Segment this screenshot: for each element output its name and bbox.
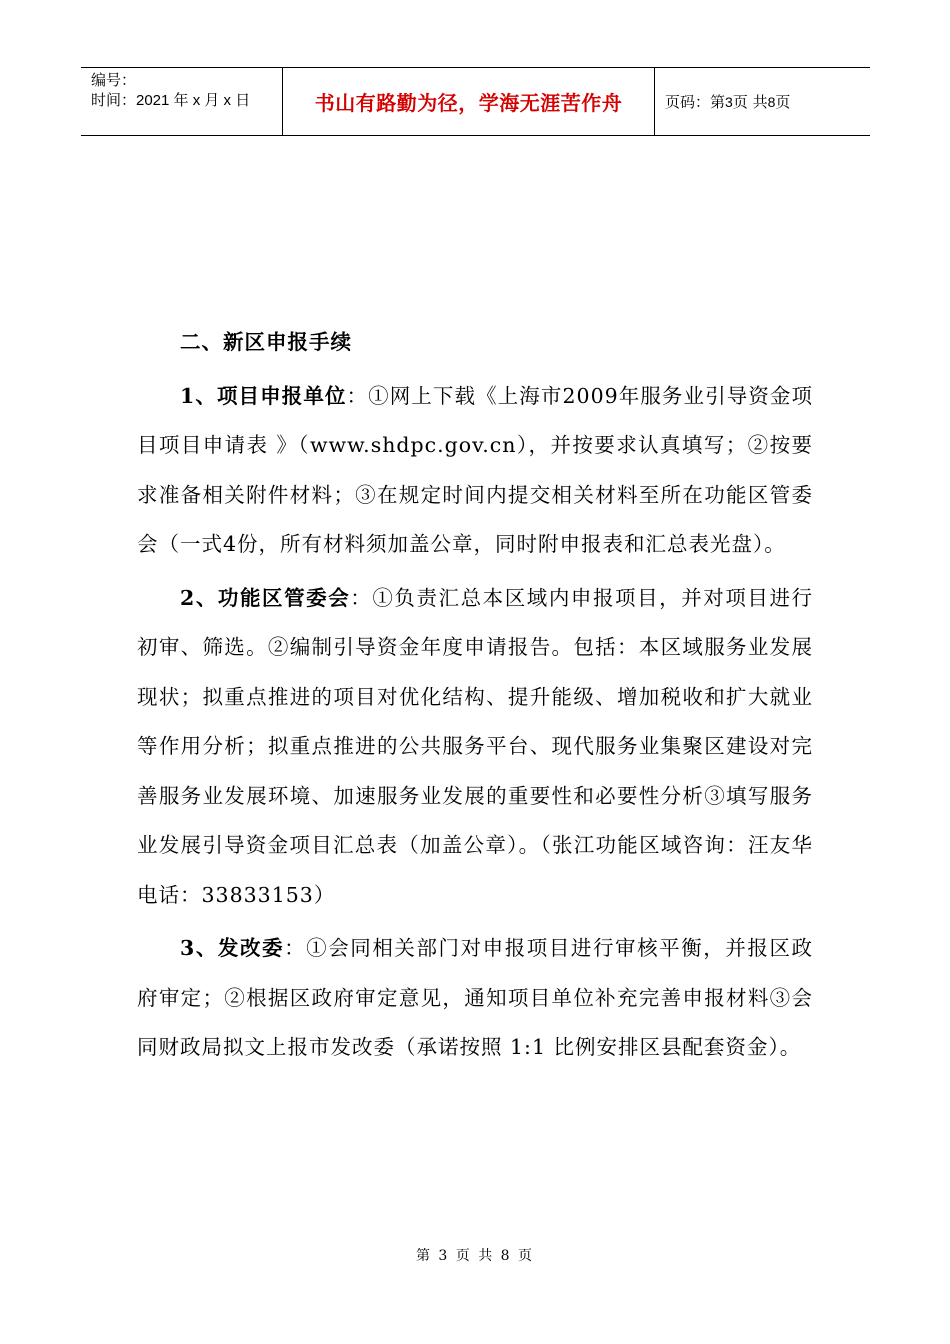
paragraph-item-3	[137, 924, 813, 1073]
date-label: 时间：2021 年 x 月 x 日	[91, 92, 251, 109]
page-number-line	[665, 91, 870, 112]
paragraph-item-2	[137, 574, 813, 921]
header-motto	[282, 68, 655, 135]
item-2-text: ：①负责汇总本区域内申报项目，并对项目进行初审、筛选。②编制引导资金年度申请报告。包括：本区域服务业发展现状；拟重点推进的项目对优化结构、提升能级、增加税收和扩大就业等作用分析；拟重点推进的公共服务平台、现代服务业集聚区建设对完善服务业发展环境、加速服务业发展的重要性和必要性分析③填写服务业发展引导资金项目汇总表（加盖公章）。（张江功能区域咨询：汪友华 电话：33833153）	[137, 585, 814, 907]
item-2-lead: 2、功能区管委会	[180, 585, 351, 610]
page-suffix: 页	[775, 93, 791, 111]
header-meta	[81, 68, 282, 135]
item-1-lead: 1、项目申报单位	[180, 383, 347, 408]
document-header	[81, 67, 870, 136]
item-1-text: ：①网上下载《上海市2009年服务业引导资金项目项目申请表 》（www.shdpc.gov.cn），并按要求认真填写；②按要求准备相关附件材料；③在规定时间内提交相关材料至所在功能区管委会（一式4份，所有材料须加盖公章，同时附申报表和汇总表光盘）。	[137, 383, 814, 556]
section-title: 二、新区申报手续	[180, 330, 352, 354]
page-total: 8	[767, 94, 776, 110]
item-3-lead: 3、发改委	[180, 936, 285, 960]
item-3-text: ：①会同相关部门对申报项目进行审核平衡，并报区政府审定；②根据区政府审定意见，通知项目单位补充完善申报材料③会同财政局拟文上报市发改委（承诺按照 1:1 比例安排区县配套资金）。	[137, 936, 814, 1059]
header-page-number	[655, 68, 870, 135]
footer-page-text: 第 3 页 共 8 页	[415, 1248, 535, 1264]
paragraph-item-1	[137, 372, 813, 570]
motto-text: 书山有路勤为径，学海无涯苦作舟	[314, 91, 623, 115]
page-current: 3	[725, 94, 733, 110]
page-footer	[0, 1245, 950, 1265]
number-label: 编号：	[91, 72, 137, 89]
page-mid: 页 共	[732, 93, 768, 111]
document-body	[137, 318, 813, 1073]
page-prefix: 页码：第	[665, 93, 726, 111]
